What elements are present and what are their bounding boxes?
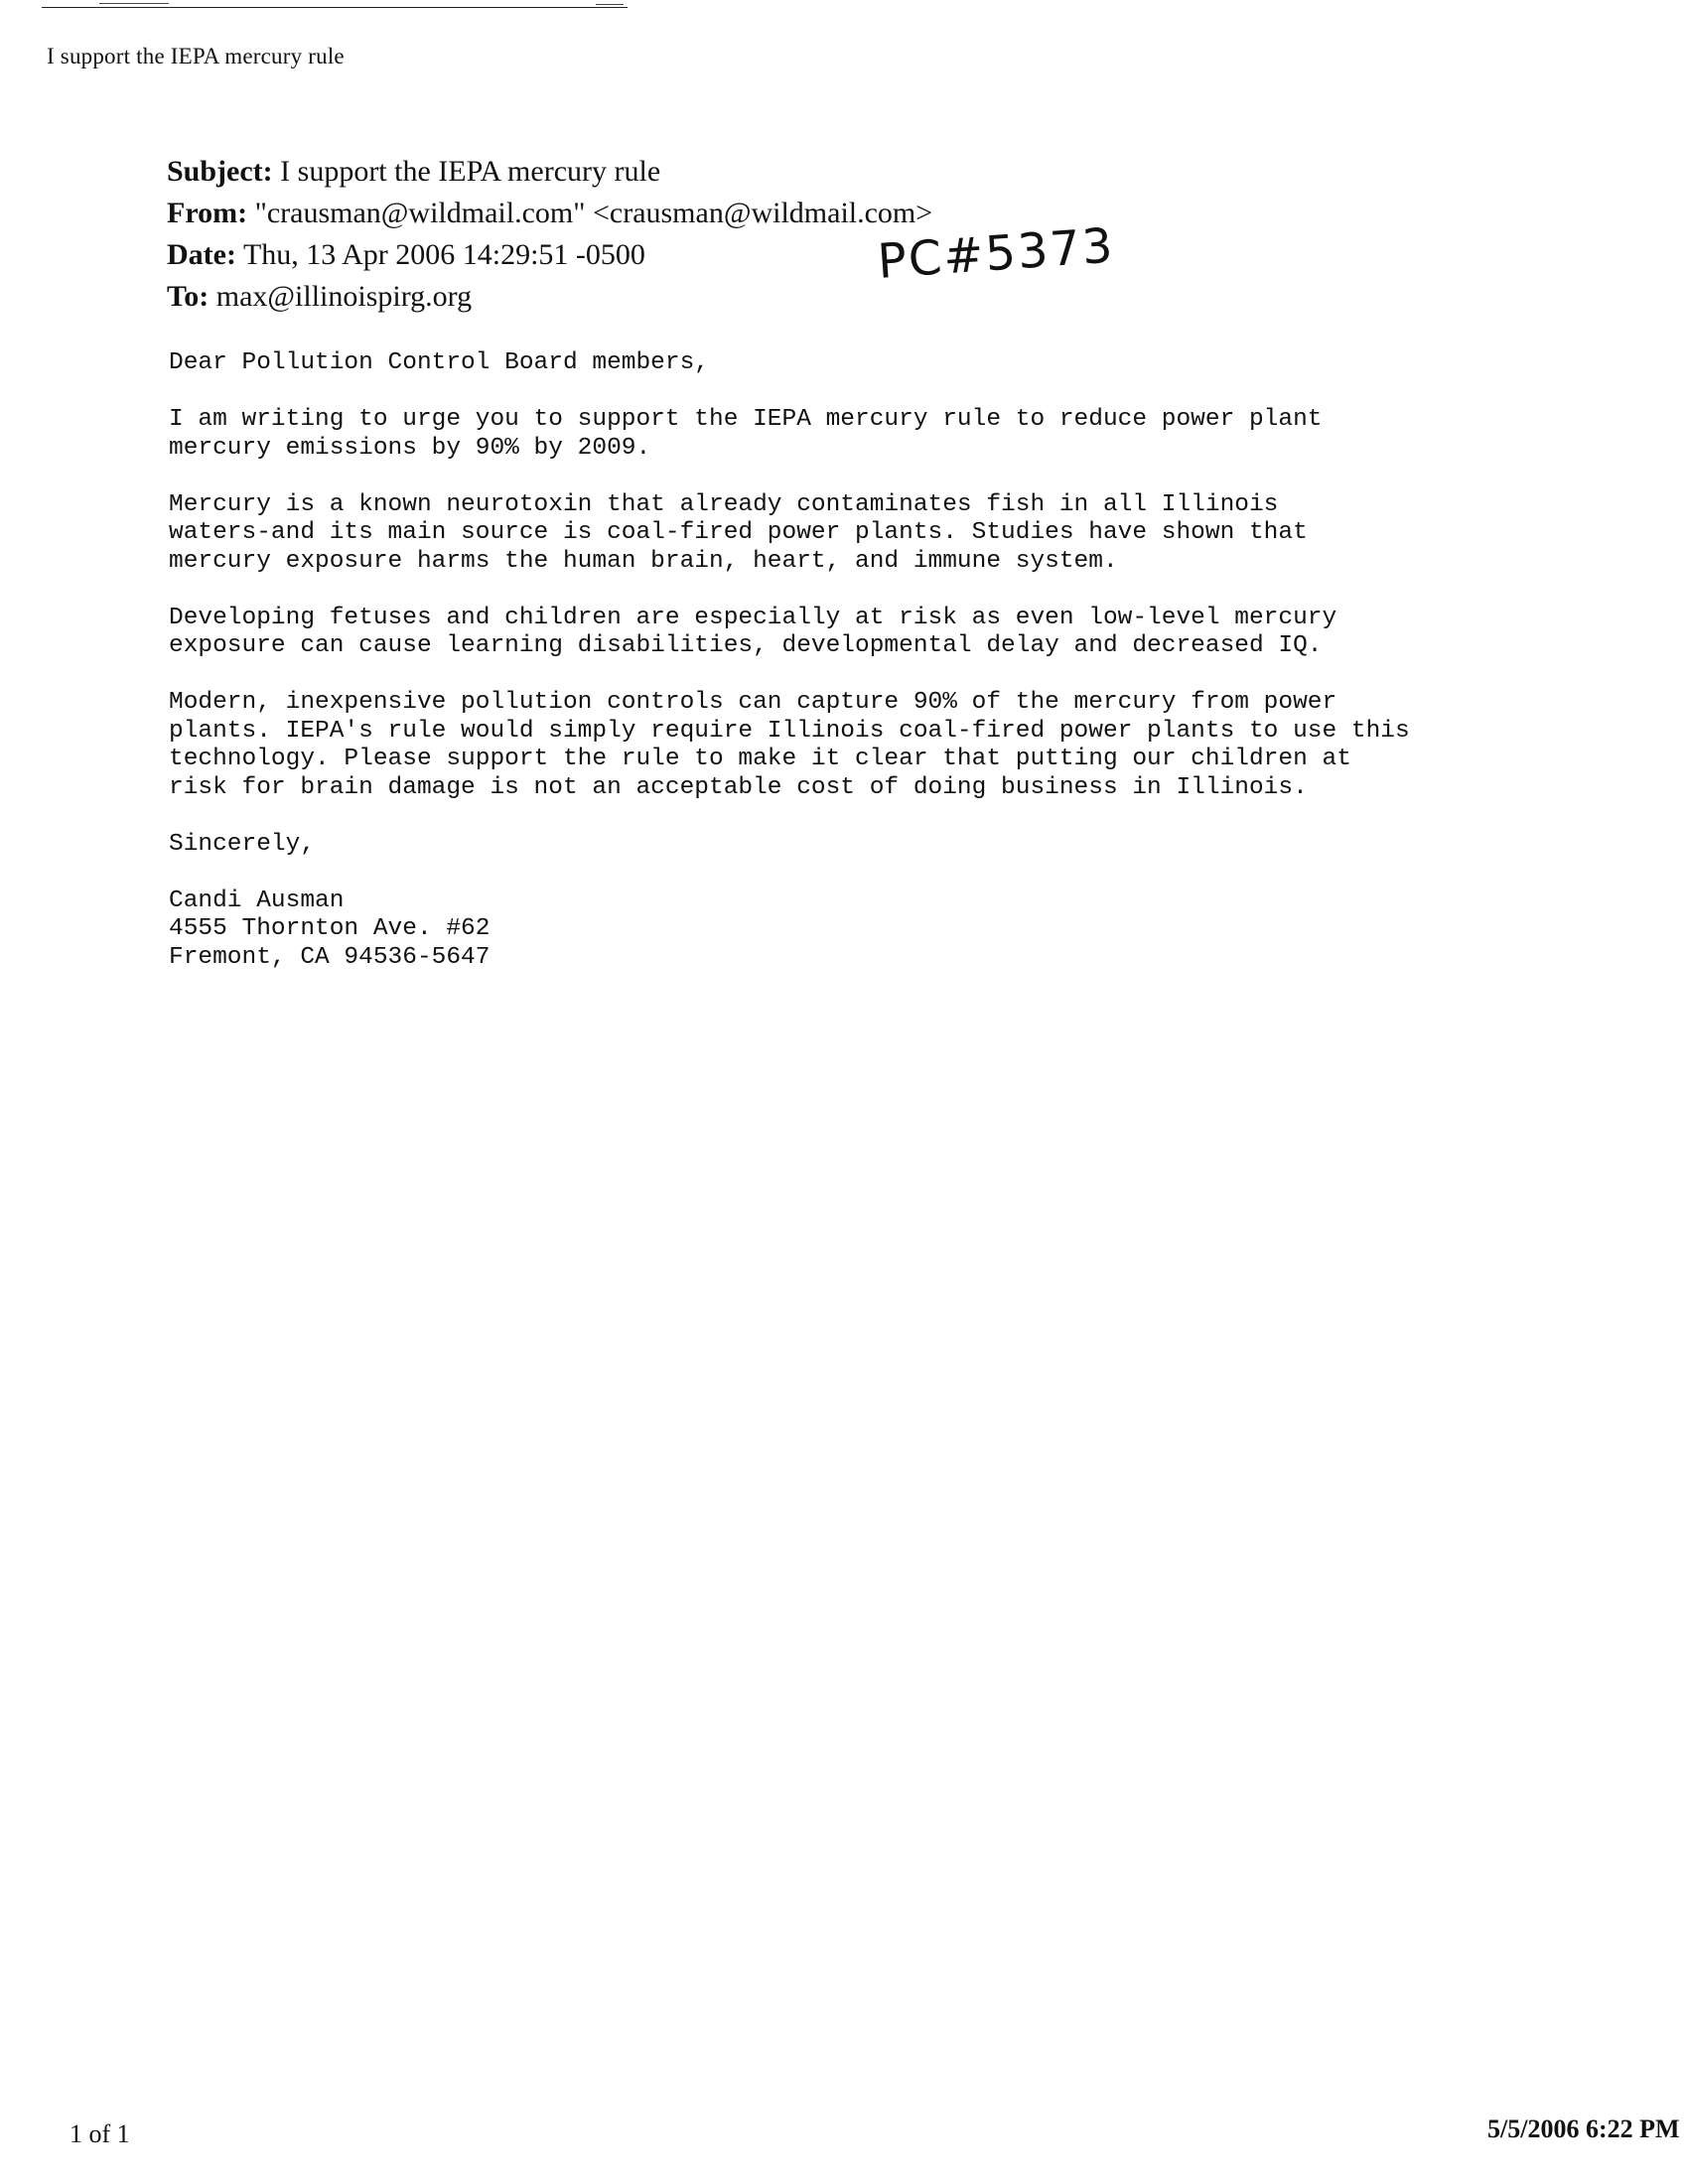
letter-body bbox=[169, 349, 1599, 972]
signature-block bbox=[169, 887, 1599, 973]
date-label: Date: bbox=[167, 238, 236, 271]
subject-value: I support the IEPA mercury rule bbox=[280, 155, 661, 188]
to-row bbox=[167, 276, 932, 318]
running-head: I support the IEPA mercury rule bbox=[47, 44, 345, 68]
to-value: max@illinoispirg.org bbox=[215, 280, 473, 313]
closing: Sincerely, bbox=[169, 830, 316, 858]
subject-row bbox=[167, 151, 932, 193]
date-value: Thu, 13 Apr 2006 14:29:51 -0500 bbox=[242, 238, 645, 271]
email-headers bbox=[167, 151, 932, 318]
paragraph-urge: I am writing to urge you to support the IEPA mercury rule to reduce power plant mercury emissions by 90% by 2009. bbox=[169, 406, 1323, 462]
signature-name: Candi Ausman bbox=[169, 887, 345, 914]
date-row bbox=[167, 234, 932, 276]
salutation: Dear Pollution Control Board members, bbox=[169, 349, 709, 376]
to-label: To: bbox=[167, 280, 210, 313]
top-rule bbox=[42, 7, 628, 8]
from-value: "crausman@wildmail.com" <crausman@wildmail.com> bbox=[254, 197, 933, 229]
top-rule-tail bbox=[596, 4, 624, 5]
paragraph-neurotoxin: Mercury is a known neurotoxin that already contaminates fish in all Illinois waters-and its main source is coal-fired power plants. Studies have shown that mercury exposure harms the human brain, heart, and immune system. bbox=[169, 490, 1308, 575]
top-rule-accent bbox=[99, 3, 169, 4]
signature-address-city: Fremont, CA 94536-5647 bbox=[169, 943, 491, 971]
from-row bbox=[167, 193, 932, 234]
from-label: From: bbox=[167, 197, 248, 229]
subject-label: Subject: bbox=[167, 155, 273, 188]
signature-address-street: 4555 Thornton Ave. #62 bbox=[169, 915, 491, 942]
handwritten-pc-number: PC#5373 bbox=[876, 217, 1117, 290]
paragraph-pollution-controls: Modern, inexpensive pollution controls can capture 90% of the mercury from power plants. IEPA's rule would simply require Illinois coal-fired power plants to use this technology. Please support the rule to make it clear that putting our children at risk for brain damage is not an acceptable cost of doing business in Illinois. bbox=[169, 689, 1410, 801]
page-number: 1 of 1 bbox=[70, 2119, 130, 2148]
print-timestamp: 5/5/2006 6:22 PM bbox=[1487, 2115, 1680, 2143]
paragraph-children-risk: Developing fetuses and children are especially at risk as even low-level mercury exposure can cause learning disabilities, developmental delay and decreased IQ. bbox=[169, 604, 1337, 659]
